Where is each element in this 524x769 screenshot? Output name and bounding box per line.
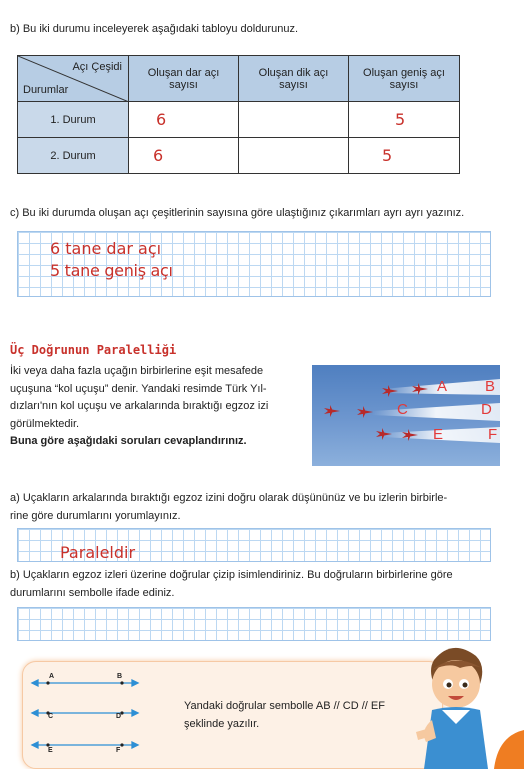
point-label-e: E [48,747,53,754]
cartoon-boy-illustration [412,640,492,769]
col-header-genis: Oluşan geniş açı sayısı [349,56,460,102]
info-line2: şeklinde yazılır. [184,718,260,730]
point-label-c: C [48,713,54,720]
table-corner-cell [18,56,129,102]
row-label: 1. Durum [18,102,129,138]
photo-label-e: E [433,426,444,443]
paragraph-line: görülmektedir. [10,417,80,430]
answer-grid-b[interactable] [17,607,491,641]
info-line1: Yandaki doğrular sembolle AB // CD // EF [184,700,385,712]
question-b-line2: durumlarını sembolle ifade ediniz. [10,587,175,599]
section-title: Üç Doğrunun Paralelliği [10,343,177,357]
parallel-lines-diagram [28,668,148,758]
section-b-intro: b) Bu iki durumu inceleyerek aşağıdaki tabloyu doldurunuz. [10,23,298,35]
point-label-b: B [117,673,123,680]
table-row [18,102,460,138]
question-a-line1: a) Uçakların arkalarında bıraktığı egzoz izini doğru olarak düşününüz ve bu izlerin birbirle- [10,492,448,504]
cell-dar[interactable]: 6 [129,138,239,174]
answer-a: Paraleldir [60,543,136,562]
col-header-dar: Oluşan dar açı sayısı [129,56,239,102]
section-c-prompt: c) Bu iki durumda oluşan açı çeşitlerinin sayısına göre ulaştığınız çıkarımları ayrı ayrı yazınız. [10,207,465,219]
table-row [18,138,460,174]
parallel-paragraph [10,363,306,451]
photo-label-a: A [437,378,448,395]
paragraph-line: İki veya daha fazla uçağın birbirlerine eşit mesafede [10,365,264,377]
corner-top-label: Açı Çeşidi [72,61,122,73]
cell-dik[interactable] [239,102,349,138]
info-text [184,697,385,733]
formation-flight-photo [312,365,500,466]
col-header-dik: Oluşan dik açı sayısı [239,56,349,102]
point-label-d: D [116,713,122,720]
cell-genis[interactable]: 5 [349,102,460,138]
photo-label-c: C [397,401,408,418]
cell-dik[interactable] [239,138,349,174]
cell-genis[interactable]: 5 [349,138,460,174]
photo-label-b: B [485,378,496,395]
answer-c-line2: 5 tane geniş açı [50,261,173,280]
page-corner-decoration [494,730,524,769]
cell-dar[interactable]: 6 [129,102,239,138]
question-b [10,566,453,602]
question-a [10,489,447,525]
corner-bottom-label: Durumlar [23,84,69,96]
photo-label-d: D [481,401,492,418]
paragraph-line: dızları'nın kol uçuşu ve arkalarında bıraktığı egzoz izi [10,400,269,412]
question-b-line1: b) Uçakların egzoz izleri üzerine doğrular çizip isimlendiriniz. Bu doğruların birbirlerine göre [10,569,453,581]
answer-c-line1: 6 tane dar açı [50,239,162,258]
photo-label-f: F [488,426,498,443]
angle-table [17,55,460,174]
row-label: 2. Durum [18,138,129,174]
point-label-f: F [116,747,121,754]
paragraph-bold: Buna göre aşağıdaki soruları cevaplandırınız. [10,435,247,447]
paragraph-line: uçuşuna “kol uçuşu” denir. Yandaki resimde Türk Yıl- [10,382,267,395]
question-a-line2: rine göre durumlarını yorumlayınız. [10,510,181,522]
point-label-a: A [49,673,55,680]
